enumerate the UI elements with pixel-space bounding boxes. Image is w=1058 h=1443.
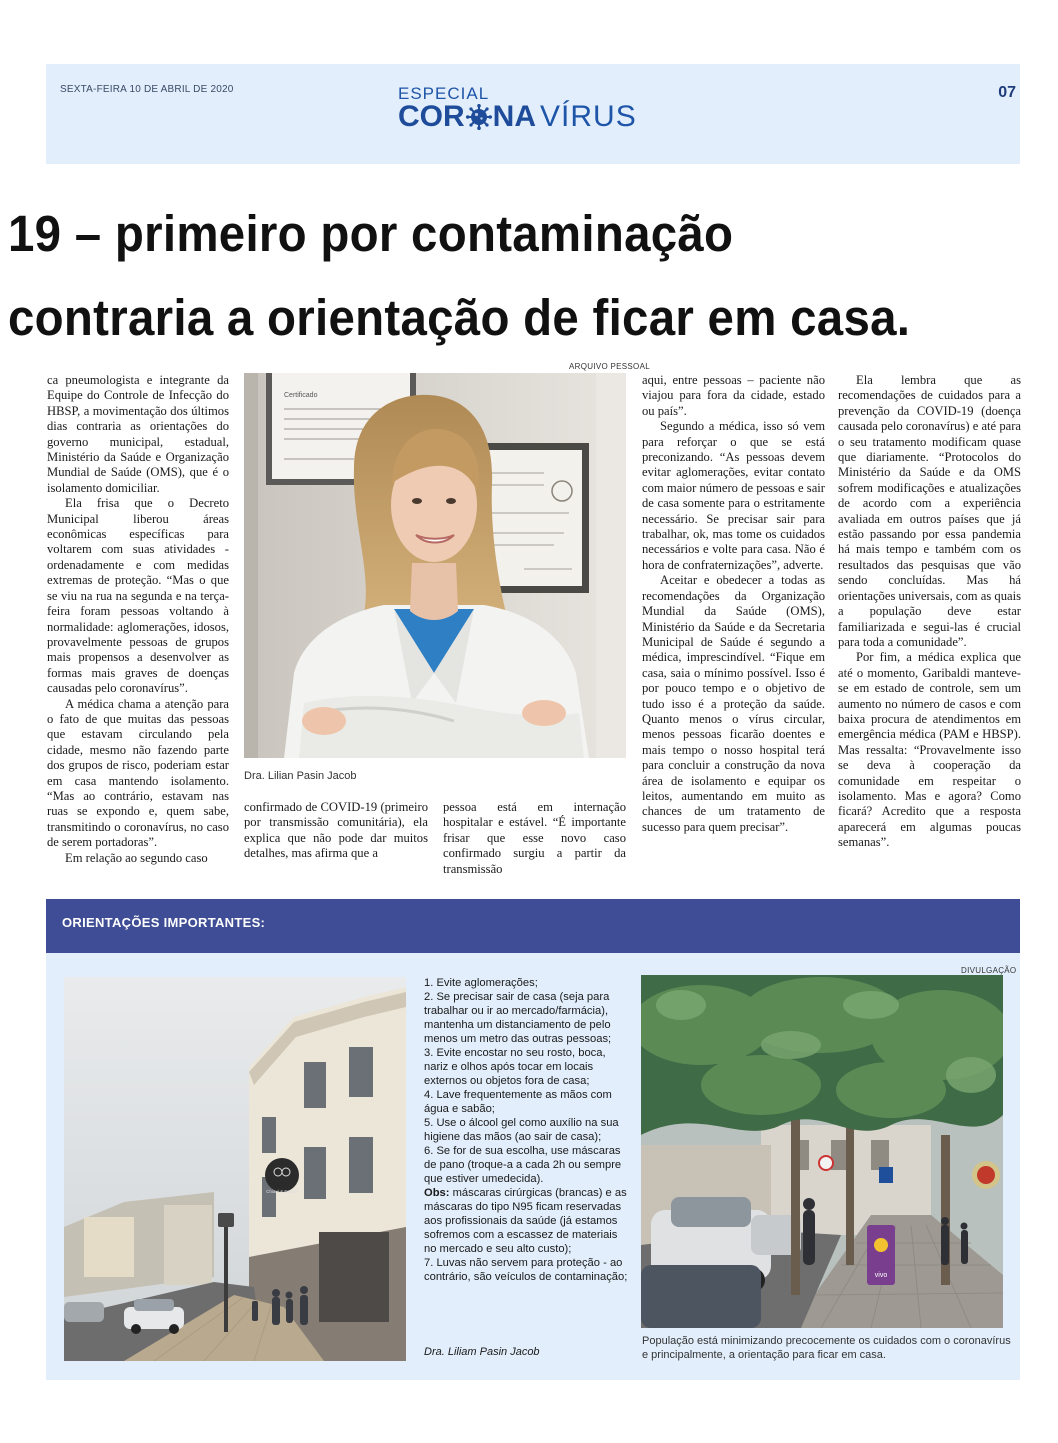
photo-credit: ARQUIVO PESSOAL xyxy=(569,362,650,371)
orientation-item-5: 5. Use o álcool gel como auxílio na sua higiene das mãos (ao sair de casa); xyxy=(424,1117,619,1143)
street-photo-image xyxy=(64,977,406,1361)
plaza-photo-credit: DIVULGAÇÃO xyxy=(961,966,1017,975)
page-number: 07 xyxy=(998,84,1016,101)
article-column-2-bottom xyxy=(244,800,428,862)
orientations-header xyxy=(46,899,1020,953)
photo-caption: Dra. Lilian Pasin Jacob xyxy=(244,770,357,782)
headline-line-1: 19 – primeiro por contaminação xyxy=(8,205,734,262)
article-column-5 xyxy=(838,373,1021,851)
col2-paragraph: confirmado de COVID-19 (primeiro por transmissão comunitária), ela explica que não pode dar muitos detalhes, mas afirma que a xyxy=(244,800,428,861)
col4-paragraph-1: aqui, entre pessoas – paciente não viajou para fora da cidade, estado ou país”. xyxy=(642,373,825,418)
article-column-3-bottom xyxy=(443,800,626,877)
col4-paragraph-2: Segundo a médica, isso só vem para reforçar o que se está preconizando. “As pessoas devem evitar aglomerações, evitar contato com maior número de pessoas e sair de casa somente para o estritamente necessário. Se precisar sair para trabalhar, ok, mas tome os cuidados necessários e volte para casa. Não é hora de confraternizações”, adverte. xyxy=(642,419,825,572)
col1-paragraph-3: A médica chama a atenção para o fato de que muitas das pessoas que estavam circulando pela cidade, mesmo não fazendo parte dos grupos de risco, poderiam estar em casa mantendo isolamento. “Mas ao contrário, estavam nas ruas se expondo e, quem sabe, transmitindo o coronavírus, no caso de serem portadoras”. xyxy=(47,696,229,850)
store-sign: Chiaui & Fausel xyxy=(266,1189,298,1194)
orientation-item-6: 6. Se for de sua escolha, use máscaras de pano (troque-a a cada 2h ou sempre que estiver umedecida). xyxy=(424,1145,622,1185)
plaza-photo-image xyxy=(641,975,1003,1328)
special-logo xyxy=(398,84,688,140)
orientation-item-7: 7. Luvas não servem para proteção - ao contrário, são veículos de contaminação; xyxy=(424,1257,628,1283)
logo-cor: COR xyxy=(398,100,465,133)
orientation-item-4: 4. Lave frequentemente as mãos com água e sabão; xyxy=(424,1089,612,1115)
col1-paragraph-4: Em relação ao segundo caso xyxy=(65,850,208,865)
doctor-photo-image xyxy=(244,373,626,758)
col4-paragraph-3: Aceitar e obedecer a todas as recomendações da Organização Mundial da Saúde (OMS), Ministério da Saúde e da Secretaria Municipal de Saúde é segundo a médica, imprescindível. “Fique em casa, saia o mínimo possível. Isso é por pouco tempo e o objetivo de tudo isso é a proteção da saúde. Quanto menos o vírus circular, menos pessoas ficarão doentes e mais tempo o nosso hospital terá para concluir a construção da nova área de isolamento e equipar os leitos, aumentando em muito as chances de um tratamento de sucesso para quem precisar”. xyxy=(642,573,825,834)
section-header xyxy=(46,64,1020,164)
cert-title: Certificado xyxy=(284,392,318,399)
obs-label: Obs: xyxy=(424,1187,450,1199)
doctor-photo xyxy=(244,373,626,758)
street-photo xyxy=(64,977,406,1361)
headline-line-2: contraria a orientação de ficar em casa. xyxy=(8,289,911,346)
headline xyxy=(8,192,1048,360)
orientation-item-2: 2. Se precisar sair de casa (seja para trabalhar ou ir ao mercado/farmácia), mantenha um distanciamento de pelo menos um metro das outras pessoas; xyxy=(424,991,612,1045)
orientation-item-3: 3. Evite encostar no seu rosto, boca, nariz e olhos após tocar em locais externos ou objetos fora de casa; xyxy=(424,1047,606,1087)
plaza-photo xyxy=(641,975,1003,1328)
col5-paragraph-2: Por fim, a médica explica que até o momento, Garibaldi manteve-se em estado de controle, sem um aumento no número de casos e com baixa procura de atendimentos em emergência médica (PAM e HBSP). Mas ressalta: “Provavelmente isso se deva à cooperação da comunidade em respeitar o isolamento. Mas e agora? Como ficará? Acredito que a resposta aparecerá em algumas poucas semanas”. xyxy=(838,650,1021,850)
virus-icon xyxy=(466,104,492,130)
article-column-1 xyxy=(47,373,229,866)
edition-date: SEXTA-FEIRA 10 DE ABRIL DE 2020 xyxy=(60,84,234,95)
article-column-4 xyxy=(642,373,825,835)
col1-paragraph-2: Ela frisa que o Decreto Municipal liberou áreas econômicas específicas para voltarem com suas atividades - ordenadamente e com medidas extremas de proteção. “Mas o que se viu na rua na segunda e na terça-feira foram pessoas voltando à normalidade: aglomerações, idosos, provavelmente pessoas de grupos mais propensos a desenvolver as formas mais graves de doenças causadas pelo coronavírus”. xyxy=(47,496,229,696)
plaza-photo-caption: População está minimizando precocemente os cuidados com o coronavírus e principalmente, a orientação para ficar em casa. xyxy=(642,1335,1011,1361)
orientation-item-1: 1. Evite aglomerações; xyxy=(424,977,538,989)
kiosk-brand: vivo xyxy=(874,1272,888,1279)
col1-paragraph-1: ca pneumologista e integrante da Equipe do Controle de Infecção do HBSP, a movimentação dos últimos dias contraria as orientações do governo municipal, estadual, Ministério da Saúde e Organização Mundial de Saúde (OMS), que é o isolamento domiciliar. xyxy=(47,373,229,495)
logo-especial: ESPECIAL xyxy=(398,84,490,103)
logo-na: NA xyxy=(492,100,537,133)
orientations-title: ORIENTAÇÕES IMPORTANTES: xyxy=(62,915,266,930)
col5-paragraph-1: Ela lembra que as recomendações de cuidados para a prevenção da COVID-19 (doença causada pelo coronavírus) e até para o seu tratamento modificam quase que diariamente. “Protocolos do Ministério da Saúde e da OMS sofrem modificações e atualizações de acordo com a experiência avaliada em outros países que já estão passando por essa pandemia há mais tempo e também com os resultados das pesquisas que vão sendo concluídas. Mas há orientações universais, com as quais a população deve estar familiarizada e segui-las é crucial para toda a comunidade”. xyxy=(838,373,1021,649)
logo-virus-word: VÍRUS xyxy=(540,100,637,133)
obs-text: máscaras cirúrgicas (brancas) e as máscaras do tipo N95 ficam reservadas aos profissionais da saúde (já estamos sofremos com a escassez de materiais no mercado e seu alto custo); xyxy=(424,1187,627,1255)
orientation-obs xyxy=(424,1186,632,1256)
list-signature: Dra. Liliam Pasin Jacob xyxy=(424,1346,540,1358)
logo-corona-virus xyxy=(398,100,637,134)
col3-paragraph: pessoa está em internação hospitalar e estável. “É importante frisar que esse novo caso confirmado surgiu a partir da transmissão xyxy=(443,800,626,876)
orientations-list xyxy=(424,976,632,1284)
